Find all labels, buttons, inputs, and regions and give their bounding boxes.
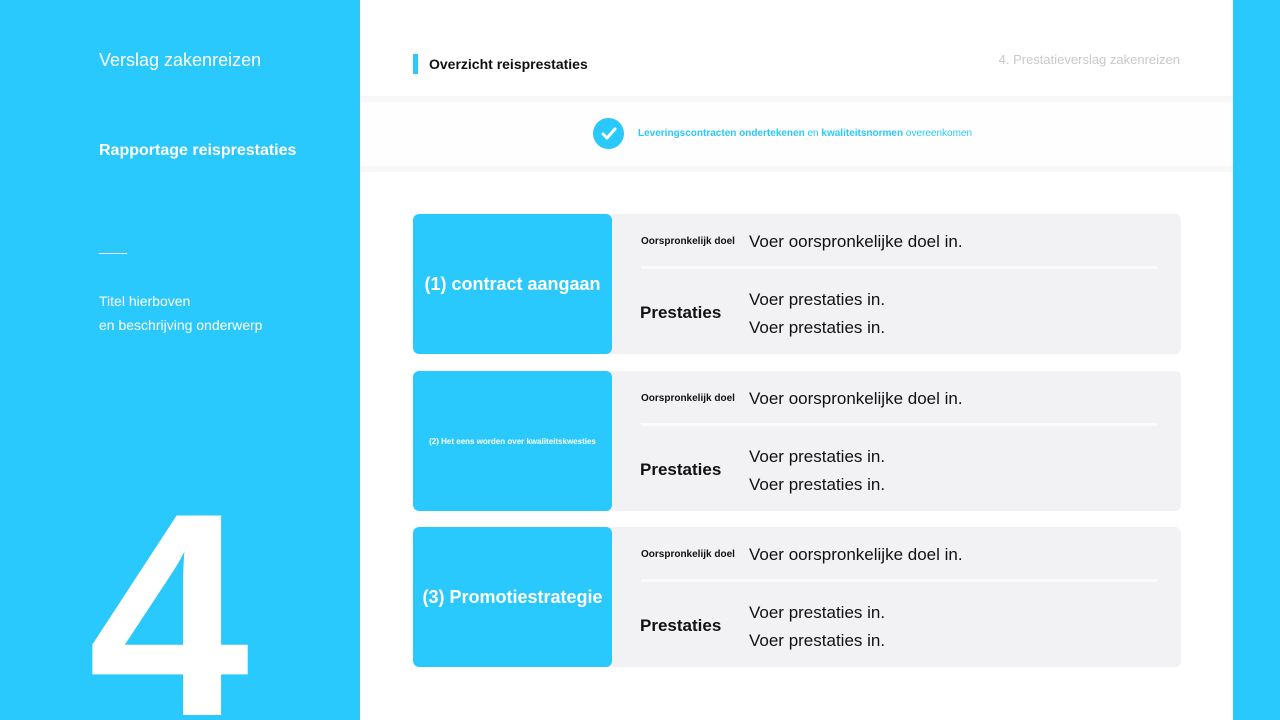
description-line: Titel hierboven <box>99 293 191 309</box>
goal-value: Voer oorspronkelijke doel in. <box>749 545 963 564</box>
performance-label: Prestaties <box>640 303 722 322</box>
sidebar-divider <box>99 253 127 254</box>
performance-card <box>413 371 1181 511</box>
card-divider <box>641 423 1157 426</box>
performance-value: Voer prestaties in. <box>749 290 886 309</box>
sidebar <box>0 0 360 720</box>
performance-values <box>749 599 885 655</box>
performance-label: Prestaties <box>640 460 722 479</box>
card-divider <box>641 266 1157 269</box>
goal-label: Oorspronkelijk doel <box>641 549 735 560</box>
description-line: en beschrijving onderwerp <box>99 317 263 333</box>
summary-banner <box>360 96 1233 172</box>
sidebar-description <box>99 289 262 337</box>
card-label: (2) Het eens worden over kwaliteitskwesties <box>413 371 612 511</box>
performance-value: Voer prestaties in. <box>749 447 886 466</box>
performance-values <box>749 443 885 499</box>
performance-value: Voer prestaties in. <box>749 603 886 622</box>
banner-emphasis: kwaliteitsnormen <box>821 128 904 139</box>
sidebar-title: Verslag zakenreizen <box>99 50 262 70</box>
page-title: Overzicht reisprestaties <box>429 56 588 72</box>
sidebar-subtitle: Rapportage reisprestaties <box>99 142 297 159</box>
banner-emphasis: Leveringscontracten ondertekenen <box>638 128 805 139</box>
performance-card <box>413 527 1181 667</box>
goal-label: Oorspronkelijk doel <box>641 393 735 404</box>
performance-value: Voer prestaties in. <box>749 631 886 650</box>
section-number: 4 <box>88 453 244 720</box>
performance-card <box>413 214 1181 354</box>
section-reference: 4. Prestatieverslag zakenreizen <box>998 52 1180 67</box>
card-label: (1) contract aangaan <box>413 214 612 354</box>
card-label: (3) Promotiestrategie <box>413 527 612 667</box>
header-accent-bar <box>413 54 418 74</box>
right-accent-bar <box>1233 0 1280 720</box>
goal-value: Voer oorspronkelijke doel in. <box>749 232 963 251</box>
performance-values <box>749 286 885 342</box>
goal-label: Oorspronkelijk doel <box>641 236 735 247</box>
performance-value: Voer prestaties in. <box>749 318 886 337</box>
card-divider <box>641 579 1157 582</box>
banner-text <box>638 128 972 139</box>
banner-connector: en <box>804 128 822 139</box>
check-circle-icon <box>593 118 624 149</box>
goal-value: Voer oorspronkelijke doel in. <box>749 389 963 408</box>
banner-connector: overeenkomen <box>903 128 973 139</box>
performance-value: Voer prestaties in. <box>749 475 886 494</box>
performance-label: Prestaties <box>640 616 722 635</box>
